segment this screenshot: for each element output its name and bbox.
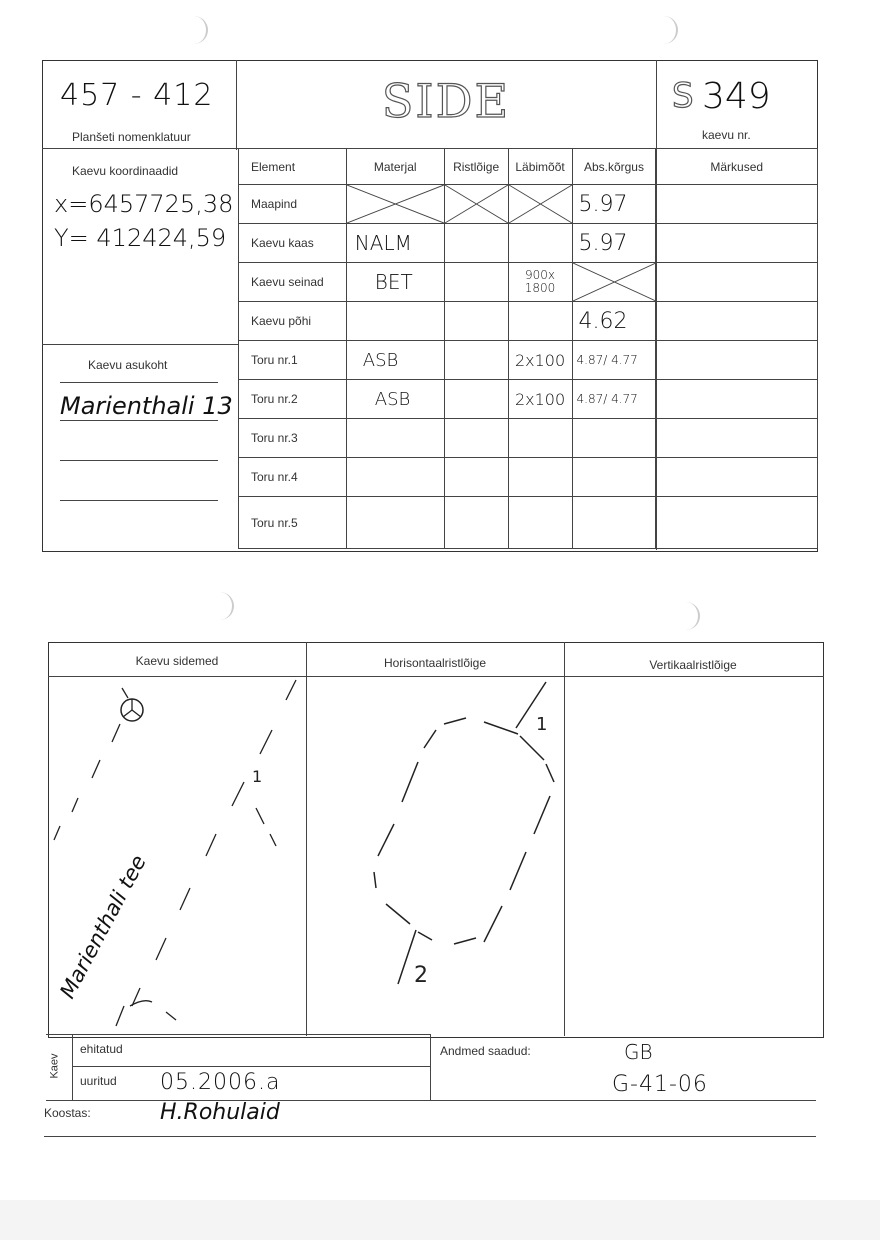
row-height: 4.87/ 4.77 xyxy=(572,380,656,419)
sketch-mark-1: 1 xyxy=(536,714,548,735)
row-material: ASB xyxy=(346,380,444,419)
col-height: Abs.kõrgus xyxy=(572,149,656,185)
row-element: Kaevu põhi xyxy=(239,302,347,341)
table-row xyxy=(239,341,818,380)
nomenclature-label: Planšeti nomenklatuur xyxy=(72,130,191,144)
sketch-mark-1: 1 xyxy=(252,767,263,786)
table-row xyxy=(239,185,818,224)
row-element: Toru nr.3 xyxy=(239,419,347,458)
row-element: Kaevu kaas xyxy=(239,224,347,263)
well-label: kaevu nr. xyxy=(702,128,751,142)
row-element: Toru nr.4 xyxy=(239,458,347,497)
surveyed-value: 05.2006.a xyxy=(160,1070,281,1095)
row-material: NALM xyxy=(346,224,444,263)
row-diameter: 900x 1800 xyxy=(508,263,572,302)
table-row xyxy=(239,497,818,549)
punch-hole xyxy=(684,602,700,630)
row-height: 4.62 xyxy=(572,302,656,341)
row-element: Toru nr.2 xyxy=(239,380,347,419)
col-notes: Märkused xyxy=(656,149,818,185)
built-label: ehitatud xyxy=(80,1042,123,1056)
element-table xyxy=(238,148,818,549)
location-sketch xyxy=(48,676,306,1036)
crossed-cell xyxy=(572,263,656,302)
data-value-2: G-41-06 xyxy=(612,1072,708,1097)
data-label: Andmed saadud: xyxy=(440,1044,531,1058)
location-value: Marienthali 13 xyxy=(60,392,233,420)
surveyed-label: uuritud xyxy=(80,1074,117,1088)
row-element: Maapind xyxy=(239,185,347,224)
table-row xyxy=(239,419,818,458)
table-row xyxy=(239,380,818,419)
row-height: 5.97 xyxy=(572,185,656,224)
row-material: ASB xyxy=(346,341,444,380)
row-element: Kaevu seinad xyxy=(239,263,347,302)
row-diameter: 2x100 xyxy=(508,380,572,419)
coord-x: x=6457725,38 xyxy=(54,190,234,218)
crossed-cell xyxy=(508,185,572,224)
crossed-cell xyxy=(444,185,508,224)
punch-hole xyxy=(192,16,208,44)
row-height: 5.97 xyxy=(572,224,656,263)
coord-y: Y= 412424,59 xyxy=(54,224,227,252)
compiled-value: H.Rohulaid xyxy=(160,1100,280,1125)
punch-hole xyxy=(218,592,234,620)
row-height: 4.87/ 4.77 xyxy=(572,341,656,380)
col-diameter: Läbimõõt xyxy=(508,149,572,185)
table-row xyxy=(239,263,818,302)
page-title: SIDE xyxy=(381,74,511,128)
row-element: Toru nr.5 xyxy=(239,497,347,549)
table-row xyxy=(239,302,818,341)
well-number: 349 xyxy=(702,76,771,117)
col-element: Element xyxy=(239,149,347,185)
sketch-col-horizontal: Horisontaalristlõige xyxy=(383,656,487,670)
col-material: Materjal xyxy=(346,149,444,185)
table-row xyxy=(239,458,818,497)
punch-hole xyxy=(662,16,678,44)
col-section: Ristlõige xyxy=(444,149,508,185)
well-prefix: S xyxy=(672,76,694,116)
sketch-mark-2: 2 xyxy=(414,963,428,988)
horizontal-section-sketch xyxy=(306,676,564,1036)
side-label: Kaev xyxy=(48,1053,61,1079)
row-diameter: 2x100 xyxy=(508,341,572,380)
coords-label: Kaevu koordinaadid xyxy=(72,164,179,178)
compiled-label: Koostas: xyxy=(44,1106,91,1120)
nomenclature-value: 457 - 412 xyxy=(60,78,214,113)
street-label: Marienthali tee xyxy=(55,851,151,1003)
sketch-col-links: Kaevu sidemed xyxy=(135,654,219,668)
data-value-1: GB xyxy=(624,1040,653,1064)
scan-edge xyxy=(0,1200,880,1240)
sketch-col-vertical: Vertikaalristlõige xyxy=(649,658,737,672)
table-row xyxy=(239,224,818,263)
crossed-cell xyxy=(346,185,444,224)
row-element: Toru nr.1 xyxy=(239,341,347,380)
row-material: BET xyxy=(346,263,444,302)
location-label: Kaevu asukoht xyxy=(88,358,168,372)
